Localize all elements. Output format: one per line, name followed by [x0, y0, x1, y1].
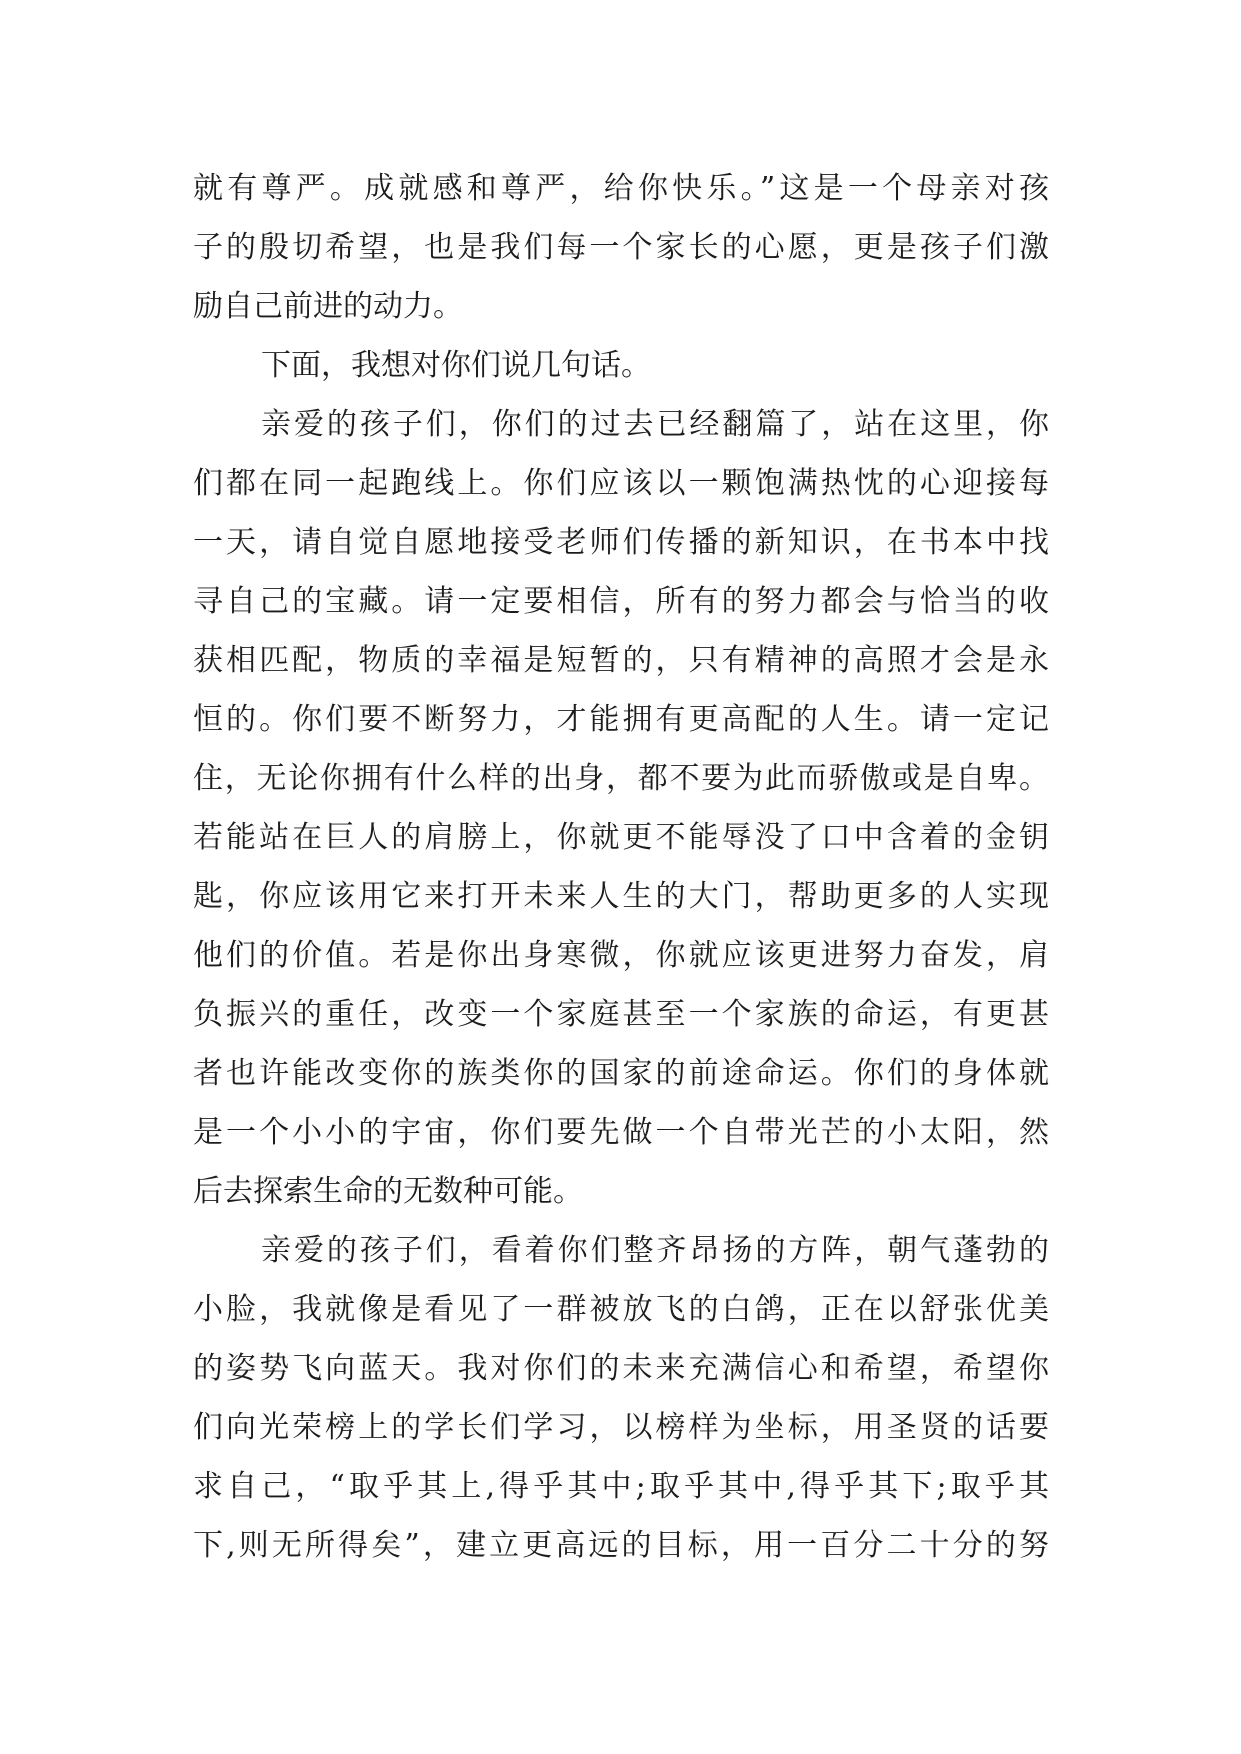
- text-line: 下,则无所得矣”，建立更高远的目标，用一百分二十分的努: [193, 1528, 1049, 1563]
- text-line: 寻自己的宝藏。请一定要相信，所有的努力都会与恰当的收: [193, 584, 1049, 619]
- text-line: 是一个小小的宇宙，你们要先做一个自带光芒的小太阳，然: [193, 1115, 1049, 1150]
- text-line: 一天，请自觉自愿地接受老师们传播的新知识，在书本中找: [193, 525, 1049, 560]
- text-line: 者也许能改变你的族类你的国家的前途命运。你们的身体就: [193, 1056, 1049, 1091]
- text-line: 后去探索生命的无数种可能。: [193, 1174, 583, 1209]
- paragraph: [193, 1221, 1049, 1575]
- text-line: 亲爱的孩子们，看着你们整齐昂扬的方阵，朝气蓬勃的: [261, 1233, 1049, 1268]
- body-text: [193, 159, 1049, 1575]
- text-line: 们向光荣榜上的学长们学习，以榜样为坐标，用圣贤的话要: [193, 1410, 1049, 1445]
- text-line: 就有尊严。成就感和尊严，给你快乐。”这是一个母亲对孩: [193, 171, 1049, 206]
- text-line: 小脸，我就像是看见了一群被放飞的白鸽，正在以舒张优美: [193, 1292, 1049, 1327]
- text-line: 下面，我想对你们说几句话。: [261, 348, 651, 383]
- text-line: 住，无论你拥有什么样的出身，都不要为此而骄傲或是自卑。: [193, 761, 1049, 796]
- text-line: 若能站在巨人的肩膀上，你就更不能辱没了口中含着的金钥: [193, 820, 1049, 855]
- text-line: 恒的。你们要不断努力，才能拥有更高配的人生。请一定记: [193, 702, 1049, 737]
- text-line: 负振兴的重任，改变一个家庭甚至一个家族的命运，有更甚: [193, 997, 1049, 1032]
- text-line: 们都在同一起跑线上。你们应该以一颗饱满热忱的心迎接每: [193, 466, 1049, 501]
- text-line: 亲爱的孩子们，你们的过去已经翻篇了，站在这里，你: [261, 407, 1049, 442]
- paragraph: [193, 395, 1049, 1221]
- text-line: 匙，你应该用它来打开未来人生的大门，帮助更多的人实现: [193, 879, 1049, 914]
- text-line: 励自己前进的动力。: [193, 289, 463, 324]
- text-line: 他们的价值。若是你出身寒微，你就应该更进努力奋发，肩: [193, 938, 1049, 973]
- text-line: 获相匹配，物质的幸福是短暂的，只有精神的高照才会是永: [193, 643, 1049, 678]
- text-line: 求自己，“取乎其上,得乎其中;取乎其中,得乎其下;取乎其: [193, 1469, 1049, 1504]
- text-line: 子的殷切希望，也是我们每一个家长的心愿，更是孩子们激: [193, 230, 1049, 265]
- paragraph: [193, 336, 1049, 395]
- text-line: 的姿势飞向蓝天。我对你们的未来充满信心和希望，希望你: [193, 1351, 1049, 1386]
- paragraph: [193, 159, 1049, 336]
